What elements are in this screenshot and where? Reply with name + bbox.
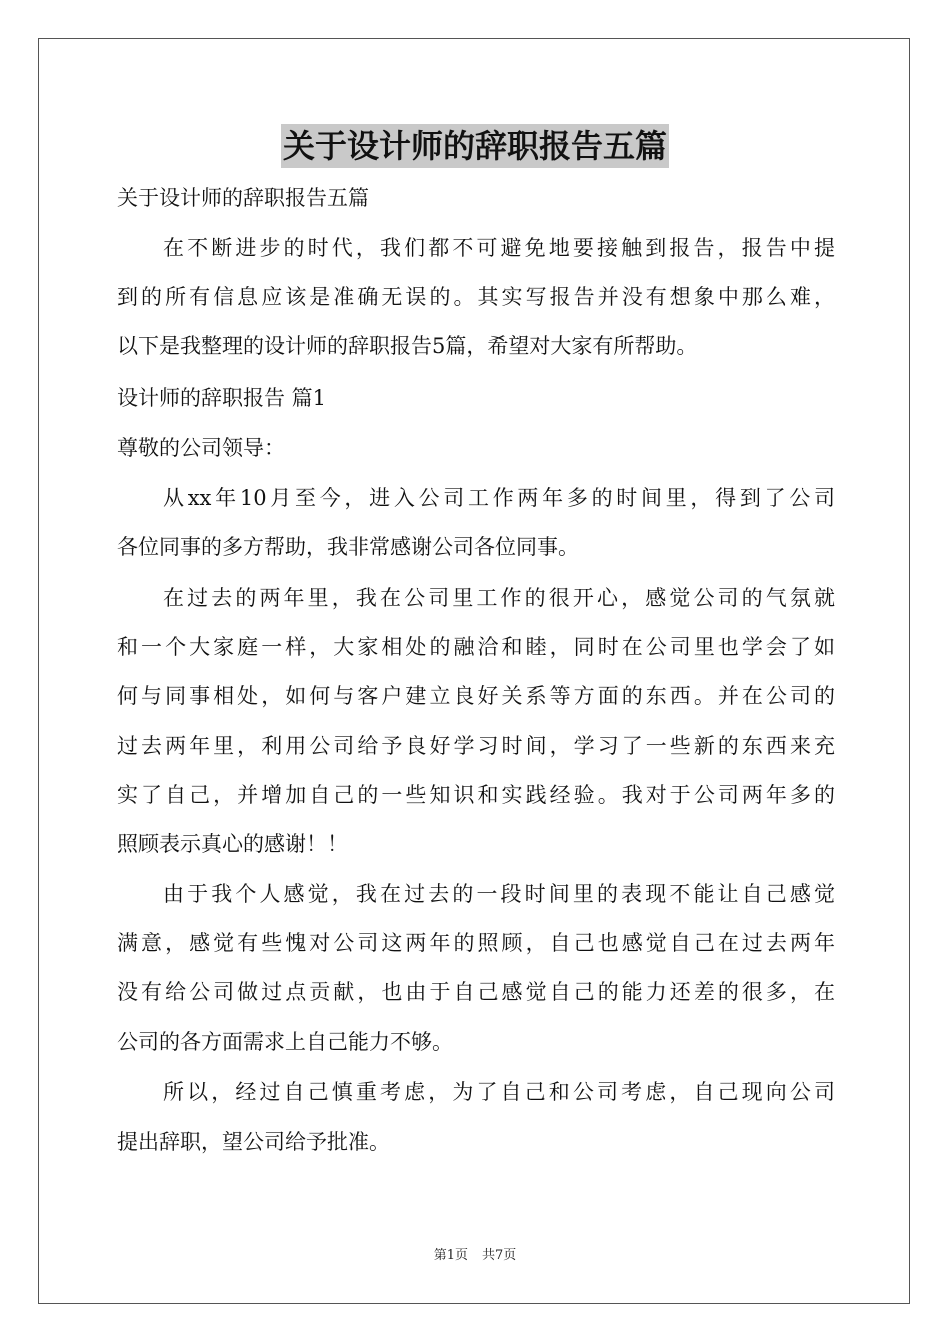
paragraph-line: 和一个大家庭一样，大家相处的融洽和睦，同时在公司里也学会了如 [117,635,835,659]
page-border [38,38,910,1304]
paragraph-line: 何与同事相处，如何与客户建立良好关系等方面的东西。并在公司的 [117,684,835,708]
paragraph-line: 公司的各方面需求上自己能力不够。 [117,1030,453,1054]
page-footer [0,1244,950,1263]
page-total: 共7页 [482,1248,517,1263]
paragraph-line: 各位同事的多方帮助，我非常感谢公司各位同事。 [117,535,579,559]
paragraph-line: 实了自己，并增加自己的一些知识和实践经验。我对于公司两年多的 [117,783,835,807]
paragraph-line: 在过去的两年里，我在公司里工作的很开心，感觉公司的气氛就 [163,586,835,610]
paragraph-line: 所以，经过自己慎重考虑，为了自己和公司考虑，自己现向公司 [163,1080,835,1104]
paragraph-line: 到的所有信息应该是准确无误的。其实写报告并没有想象中那么难， [117,285,835,309]
paragraph-line: 从xx年10月至今，进入公司工作两年多的时间里，得到了公司 [163,486,835,510]
document-subtitle: 关于设计师的辞职报告五篇 [117,186,369,210]
title-area [0,124,950,168]
section-heading: 设计师的辞职报告 篇1 [117,386,327,410]
page-number: 第1页 [433,1248,468,1263]
salutation: 尊敬的公司领导： [117,436,285,460]
paragraph-line: 满意，感觉有些愧对公司这两年的照顾，自己也感觉自己在过去两年 [117,931,835,955]
paragraph-line: 以下是我整理的设计师的辞职报告5篇，希望对大家有所帮助。 [117,334,698,358]
paragraph-line: 在不断进步的时代，我们都不可避免地要接触到报告，报告中提 [163,236,835,260]
paragraph-line: 照顾表示真心的感谢！！ [117,832,348,856]
paragraph-line: 过去两年里，利用公司给予良好学习时间，学习了一些新的东西来充 [117,734,835,758]
document-title: 关于设计师的辞职报告五篇 [281,124,669,168]
paragraph-line: 没有给公司做过点贡献，也由于自己感觉自己的能力还差的很多，在 [117,980,835,1004]
paragraph-line: 由于我个人感觉，我在过去的一段时间里的表现不能让自己感觉 [163,882,835,906]
paragraph-line: 提出辞职，望公司给予批准。 [117,1130,390,1154]
